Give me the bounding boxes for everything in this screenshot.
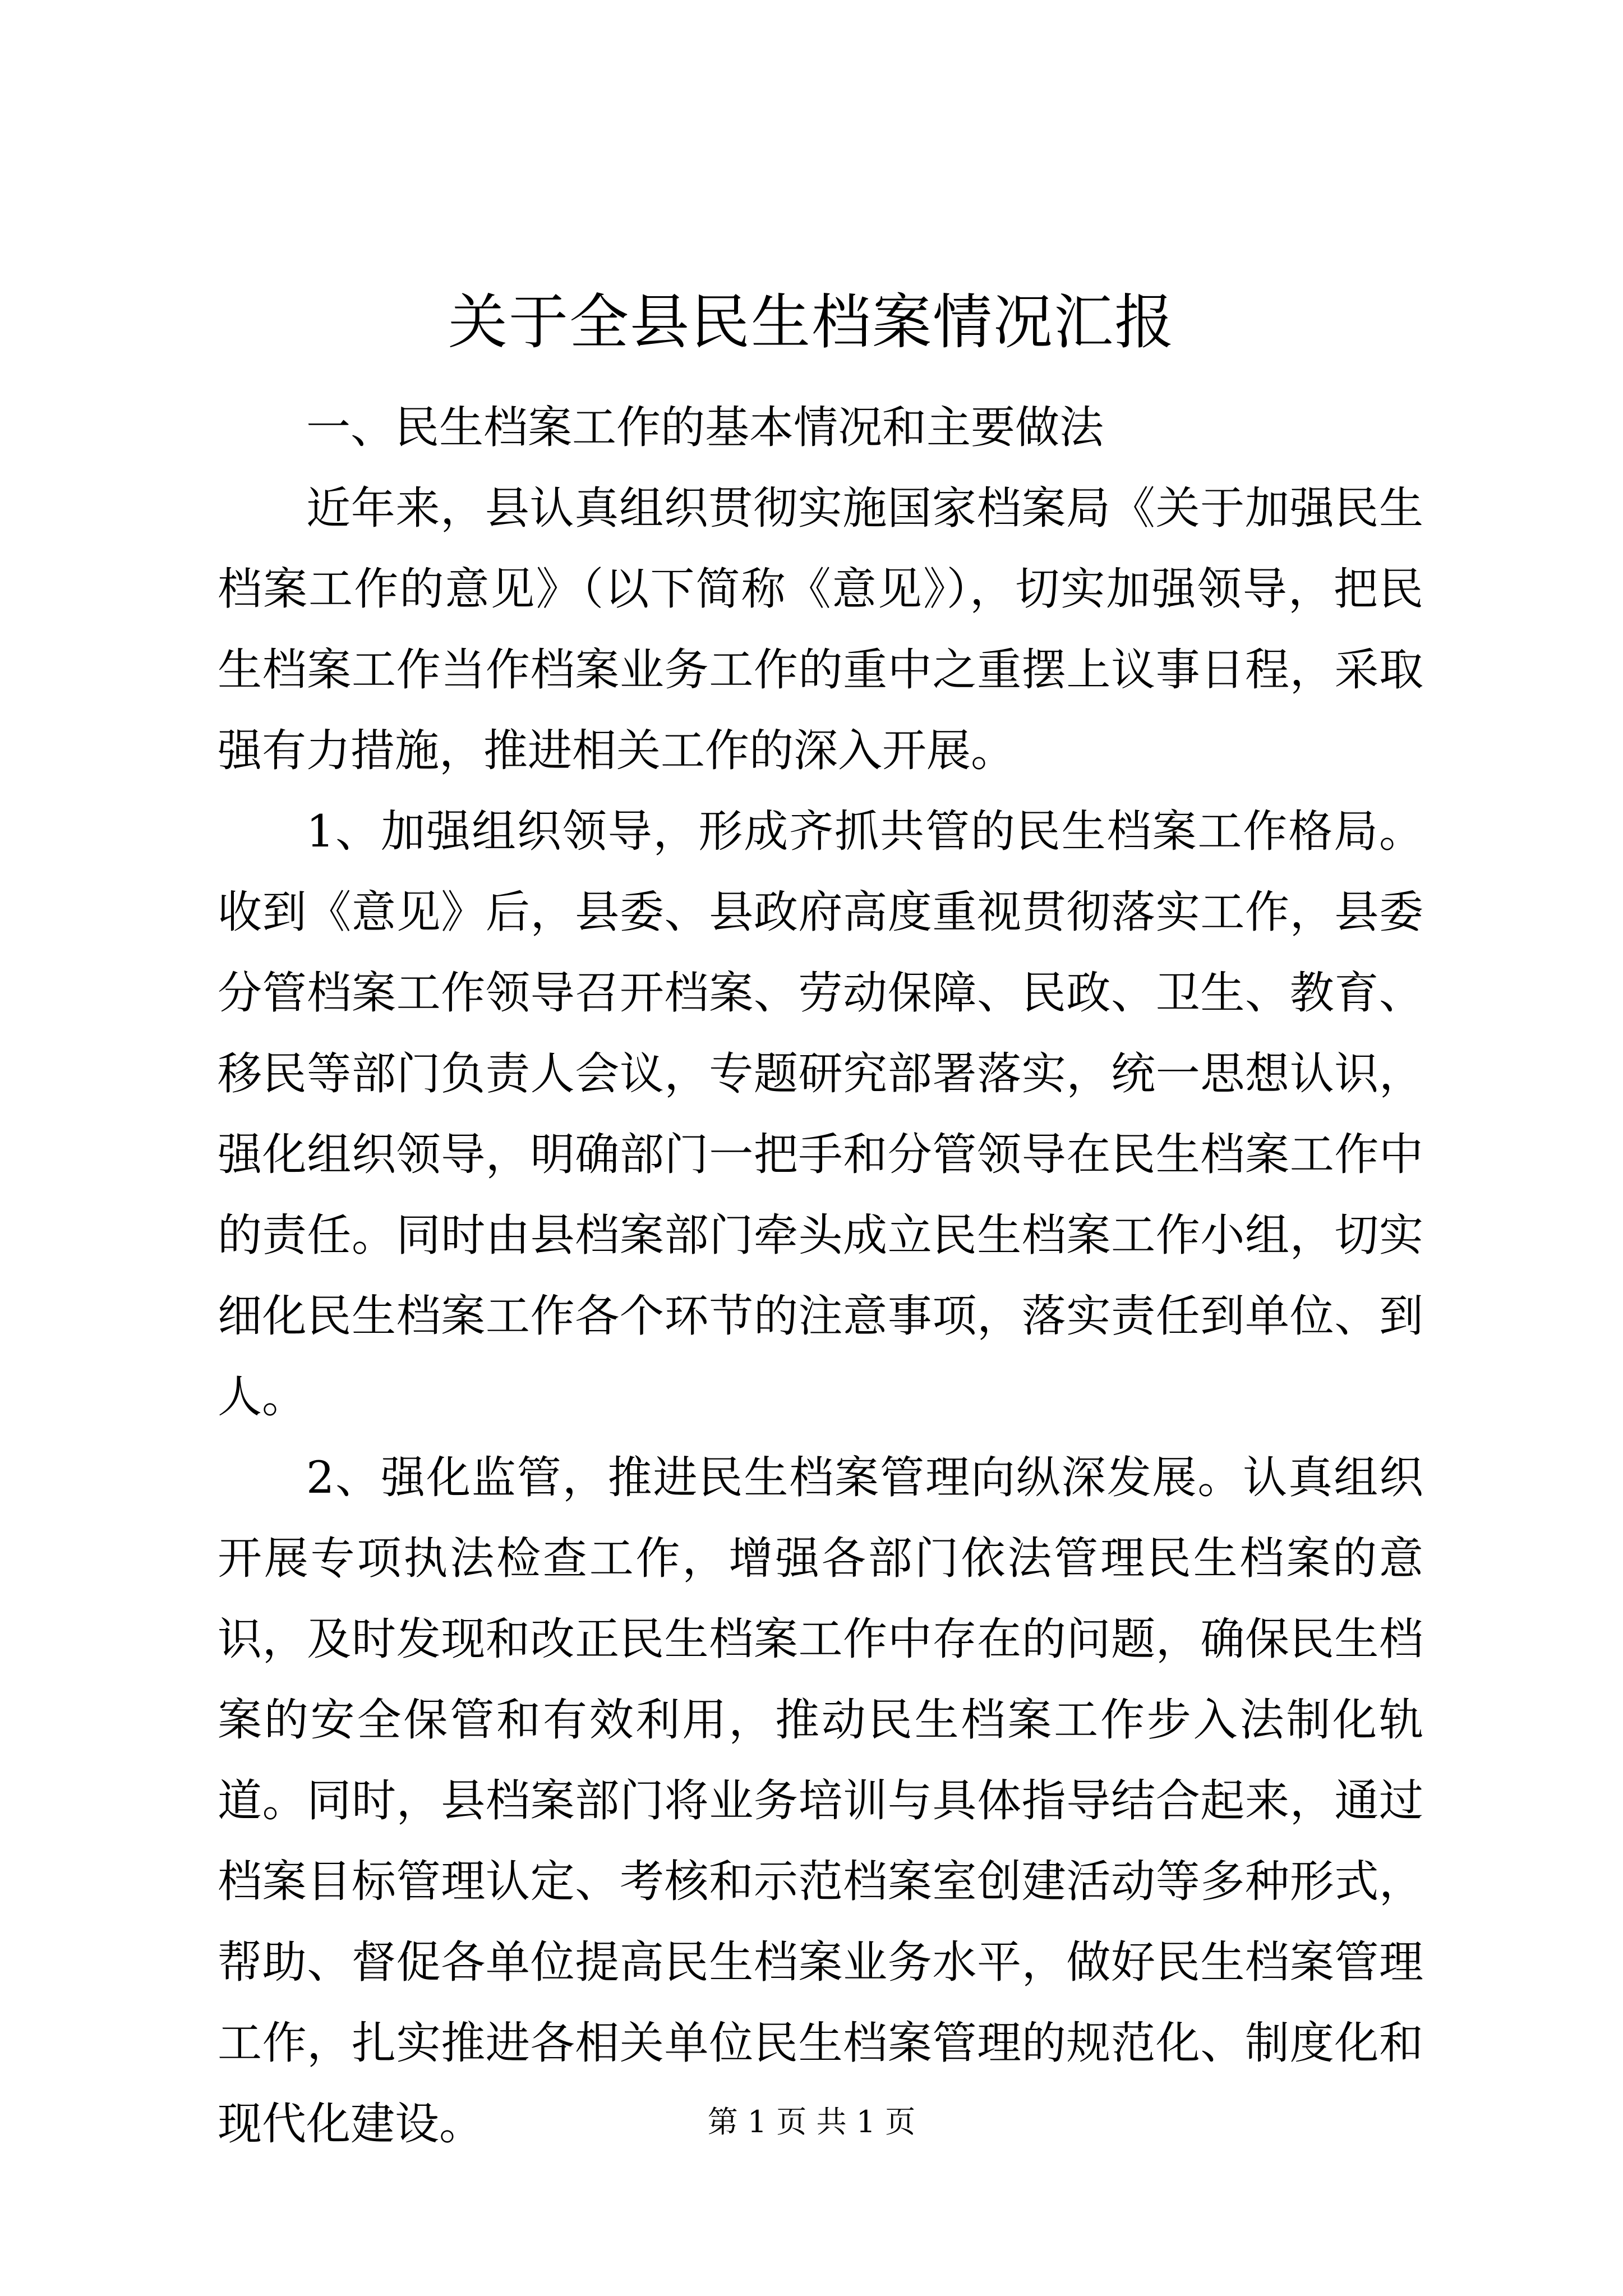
- paragraph-item-1: 1、加强组织领导，形成齐抓共管的民生档案工作格局。收到《意见》后，县委、县政府高度重视贯彻落实工作，县委分管档案工作领导召开档案、劳动保障、民政、卫生、教育、移民等部门负责人会议，专题研究部署落实，统一思想认识，强化组织领导，明确部门一把手和分管领导在民生档案工作中的责任。同时由县档案部门牵头成立民生档案工作小组，切实细化民生档案工作各个环节的注意事项，落实责任到单位、到人。: [218, 806, 1423, 1423]
- page-footer: 第 1 页 共 1 页: [707, 2104, 916, 2139]
- paragraph-intro: 近年来，县认真组织贯彻实施国家档案局《关于加强民生档案工作的意见》（以下简称《意见》），切实加强领导，把民生档案工作当作档案业务工作的重中之重摆上议事日程，采取强有力措施，推进相关工作的深入开展。: [218, 482, 1423, 776]
- paragraph-item-2: 2、强化监管，推进民生档案管理向纵深发展。认真组织开展专项执法检查工作，增强各部门依法管理民生档案的意识，及时发现和改正民生档案工作中存在的问题，确保民生档案的安全保管和有效利用，推动民生档案工作步入法制化轨道。同时，县档案部门将业务培训与具体指导结合起来，通过档案目标管理认定、考核和示范档案室创建活动等多种形式，帮助、督促各单位提高民生档案业务水平，做好民生档案管理工作，扎实推进各相关单位民生档案管理的规范化、制度化和现代化建设。: [218, 1452, 1423, 2150]
- section-heading: 一、民生档案工作的基本情况和主要做法: [306, 402, 1104, 453]
- document-body: [218, 387, 1423, 2164]
- document-title: 关于全县民生档案情况汇报: [448, 288, 1175, 357]
